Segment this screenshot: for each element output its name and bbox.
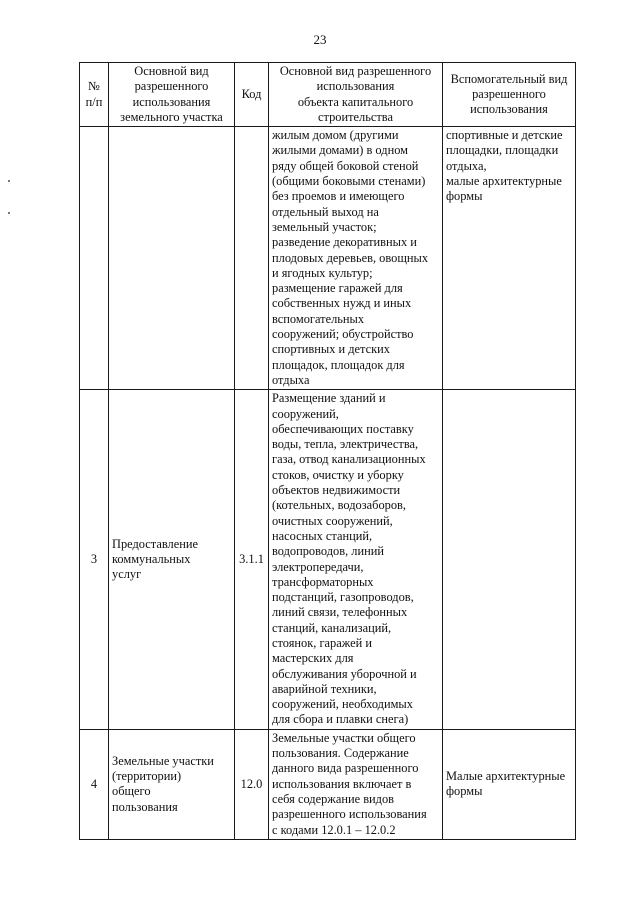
cell-num-text: 4 — [90, 776, 98, 791]
header-aux-use — [443, 63, 576, 127]
cell-main-use — [109, 729, 235, 839]
cell-aux-use-text: спортивные и детские площадки, площадки отдыха, малые архитектурные формы — [446, 128, 563, 204]
cell-aux-use — [443, 729, 576, 839]
header-num-text: № п/п — [85, 79, 103, 109]
header-main-object-text: Основной вид разрешенного использования объекта капитального строительства — [279, 64, 432, 124]
cell-main-object — [269, 127, 443, 390]
cell-num — [80, 127, 109, 390]
scan-speck — [8, 212, 10, 214]
header-row — [80, 63, 576, 127]
cell-main-object-text: Земельные участки общего пользования. Содержание данного вида разрешенного использования включает в себя содержание видов разрешенного использования с кодами 12.0.1 – 12.0.2 — [272, 730, 427, 837]
cell-main-use — [109, 127, 235, 390]
cell-aux-use-text: Малые архитектурные формы — [446, 769, 566, 799]
table-header — [80, 63, 576, 127]
cell-aux-use — [443, 390, 576, 730]
cell-code — [235, 127, 269, 390]
cell-main-object — [269, 390, 443, 730]
header-main-object — [269, 63, 443, 127]
cell-main-use-text: Земельные участки (территории) общего пользования — [112, 753, 214, 814]
cell-aux-use — [443, 127, 576, 390]
scan-speck — [8, 180, 10, 182]
cell-main-use — [109, 390, 235, 730]
header-main-use — [109, 63, 235, 127]
header-code — [235, 63, 269, 127]
header-aux-use-text: Вспомогательный вид разрешенного использования — [450, 71, 568, 117]
land-use-table — [79, 62, 576, 840]
cell-main-object-text: жилым домом (другими жилыми домами) в одном ряду общей боковой стеной (общими боковыми стенами) без проемов и имеющего отдельный выход на земельный участок; разведение декоративных и плодовых деревьев, овощных и ягодных культур; размещение гаражей для собственных нужд и иных вспомогательных сооружений; обустройство спортивных и детских площадок, площадок для отдыха — [272, 128, 429, 387]
table-row — [80, 729, 576, 839]
cell-code — [235, 729, 269, 839]
cell-num — [80, 729, 109, 839]
cell-main-object-text: Размещение зданий и сооружений, обеспечивающих поставку воды, тепла, электричества, газа, отвод канализационных стоков, очистку и уборку объектов недвижимости (котельных, водозаборов, очистных сооружений, насосных станций, водопроводов, линий электропередачи, трансформаторных подстанций, газопроводов, линий связи, телефонных станций, канализаций, стоянок, гаражей и мастерских для обслуживания уборочной и аварийной техники, сооружений, необходимых для сбора и плавки снега) — [272, 391, 426, 727]
header-code-text: Код — [241, 86, 262, 101]
cell-code-text: 12.0 — [240, 776, 263, 791]
header-num — [80, 63, 109, 127]
cell-num — [80, 390, 109, 730]
cell-num-text: 3 — [90, 551, 98, 566]
table-row — [80, 127, 576, 390]
header-main-use-text: Основной вид разрешенного использования земельного участка — [120, 64, 223, 124]
cell-code-text: 3.1.1 — [239, 551, 264, 566]
table-row — [80, 390, 576, 730]
cell-code — [235, 390, 269, 730]
page-number: 23 — [313, 32, 327, 47]
cell-main-object — [269, 729, 443, 839]
cell-main-use-text: Предоставление коммунальных услуг — [112, 536, 198, 582]
